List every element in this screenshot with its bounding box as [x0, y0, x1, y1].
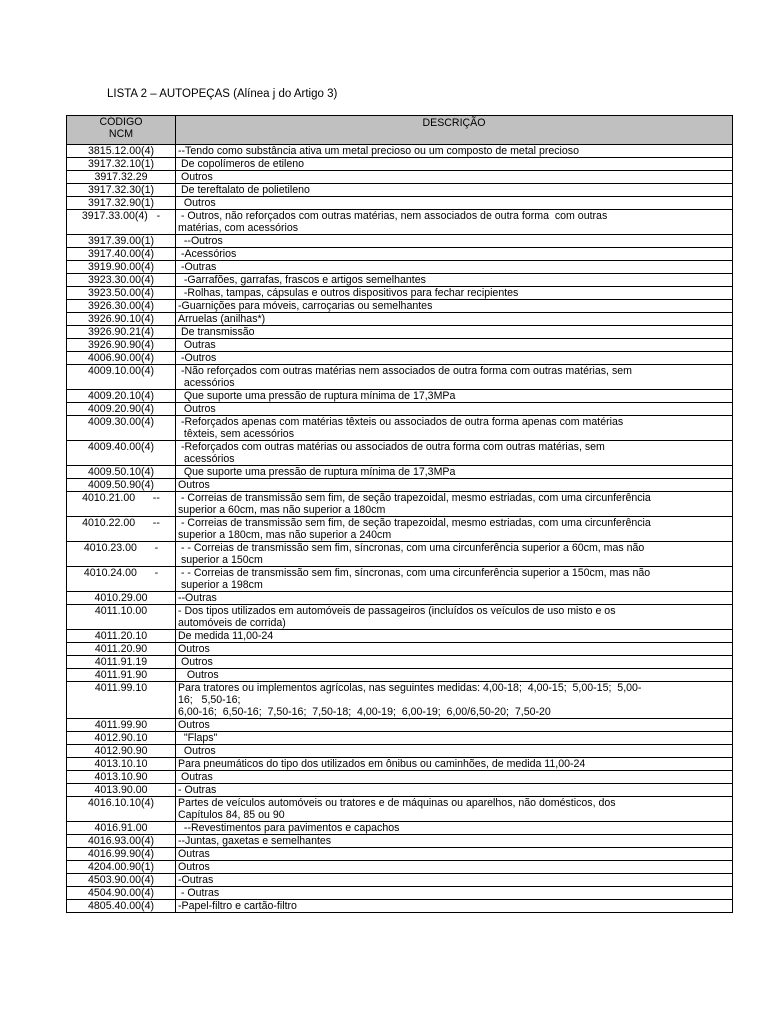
description-cell: - Dos tipos utilizados em automóveis de passageiros (incluídos os veículos de uso misto e os automóveis de corrida) — [176, 605, 733, 630]
table-row — [67, 492, 733, 517]
description-cell: -Reforçados apenas com matérias têxteis ou associados de outra forma apenas com matérias têxteis, sem acessórios — [176, 416, 733, 441]
table-row — [67, 567, 733, 592]
ncm-code-cell: 4011.99.90 — [67, 719, 176, 732]
description-cell: -Garrafões, garrafas, frascos e artigos semelhantes — [176, 274, 733, 287]
table-row — [67, 261, 733, 274]
description-cell: - Outras — [176, 887, 733, 900]
description-cell: --Tendo como substância ativa um metal precioso ou um composto de metal precioso — [176, 145, 733, 158]
table-row — [67, 861, 733, 874]
ncm-code-cell: 4012.90.90 — [67, 745, 176, 758]
table-row — [67, 339, 733, 352]
table-row — [67, 145, 733, 158]
table-row — [67, 835, 733, 848]
ncm-code-cell: 4009.20.90(4) — [67, 403, 176, 416]
description-cell: Outros — [176, 656, 733, 669]
ncm-code-cell: 3919.90.00(4) — [67, 261, 176, 274]
table-row — [67, 887, 733, 900]
table-row — [67, 643, 733, 656]
column-header-code: CÓDIGO NCM — [67, 116, 176, 145]
ncm-code-cell: 4010.29.00 — [67, 592, 176, 605]
table-row — [67, 719, 733, 732]
description-cell: --Outras — [176, 592, 733, 605]
description-cell: - - Correias de transmissão sem fim, síncronas, com uma circunferência superior a 60cm, mas não superior a 150cm — [176, 542, 733, 567]
description-cell: --Juntas, gaxetas e semelhantes — [176, 835, 733, 848]
description-cell: Que suporte uma pressão de ruptura mínima de 17,3MPa — [176, 390, 733, 403]
ncm-code-cell: 3923.30.00(4) — [67, 274, 176, 287]
table-row — [67, 732, 733, 745]
table-row — [67, 630, 733, 643]
ncm-code-cell: 4016.10.10(4) — [67, 797, 176, 822]
table-row — [67, 416, 733, 441]
description-cell: - - Correias de transmissão sem fim, síncronas, com uma circunferência superior a 150cm, mas não superior a 198cm — [176, 567, 733, 592]
description-cell: Outros — [176, 643, 733, 656]
table-row — [67, 300, 733, 313]
ncm-code-cell: 4503.90.00(4) — [67, 874, 176, 887]
table-row — [67, 158, 733, 171]
description-cell: Outros — [176, 745, 733, 758]
description-cell: De tereftalato de polietileno — [176, 184, 733, 197]
description-cell: Outras — [176, 848, 733, 861]
ncm-code-cell: 3917.32.90(1) — [67, 197, 176, 210]
table-row — [67, 542, 733, 567]
table-row — [67, 352, 733, 365]
ncm-code-cell: 4805.40.00(4) — [67, 900, 176, 913]
description-cell: -Guarnições para móveis, carroçarias ou semelhantes — [176, 300, 733, 313]
table-row — [67, 197, 733, 210]
ncm-code-cell: 3917.32.10(1) — [67, 158, 176, 171]
ncm-code-cell: 4010.23.00 - — [67, 542, 176, 567]
ncm-code-cell: 4011.10.00 — [67, 605, 176, 630]
table-row — [67, 900, 733, 913]
description-cell: Outros — [176, 669, 733, 682]
table-row — [67, 848, 733, 861]
ncm-code-cell: 3917.40.00(4) — [67, 248, 176, 261]
ncm-code-cell: 3917.32.29 — [67, 171, 176, 184]
description-cell: Outros — [176, 403, 733, 416]
table-row — [67, 822, 733, 835]
page-title: LISTA 2 – AUTOPEÇAS (Alínea j do Artigo 3) — [107, 88, 338, 100]
ncm-code-cell: 4009.30.00(4) — [67, 416, 176, 441]
table-row — [67, 797, 733, 822]
ncm-code-cell: 3917.32.30(1) — [67, 184, 176, 197]
table-row — [67, 656, 733, 669]
ncm-code-cell: 4016.99.90(4) — [67, 848, 176, 861]
ncm-code-cell: 4010.21.00 -- — [67, 492, 176, 517]
ncm-code-cell: 4504.90.00(4) — [67, 887, 176, 900]
ncm-code-cell: 4016.91.00 — [67, 822, 176, 835]
ncm-code-cell: 4011.91.19 — [67, 656, 176, 669]
description-cell: Para pneumáticos do tipo dos utilizados em ônibus ou caminhões, de medida 11,00-24 — [176, 758, 733, 771]
description-cell: - Outras — [176, 784, 733, 797]
table-row — [67, 771, 733, 784]
description-cell: -Rolhas, tampas, cápsulas e outros dispositivos para fechar recipientes — [176, 287, 733, 300]
ncm-code-cell: 4009.50.90(4) — [67, 479, 176, 492]
ncm-code-cell: 4009.50.10(4) — [67, 466, 176, 479]
ncm-code-cell: 4009.20.10(4) — [67, 390, 176, 403]
table-row — [67, 874, 733, 887]
table-row — [67, 274, 733, 287]
ncm-code-cell: 4011.99.10 — [67, 682, 176, 719]
description-cell: - Correias de transmissão sem fim, de seção trapezoidal, mesmo estriadas, com uma circunferência superior a 180cm, mas não superior a 240cm — [176, 517, 733, 542]
description-cell: Outros — [176, 861, 733, 874]
description-cell: -Outros — [176, 352, 733, 365]
description-cell: Outros — [176, 719, 733, 732]
description-cell: De medida 11,00-24 — [176, 630, 733, 643]
description-cell: Outros — [176, 479, 733, 492]
ncm-code-cell: 4013.90.00 — [67, 784, 176, 797]
ncm-code-cell: 4013.10.10 — [67, 758, 176, 771]
table-row — [67, 184, 733, 197]
table-row — [67, 365, 733, 390]
table-row — [67, 605, 733, 630]
ncm-code-cell: 4009.40.00(4) — [67, 441, 176, 466]
description-cell: - Outros, não reforçados com outras matérias, nem associados de outra forma com outras matérias, com acessórios — [176, 210, 733, 235]
description-cell: Arruelas (anilhas*) — [176, 313, 733, 326]
table-row — [67, 479, 733, 492]
column-header-description: DESCRIÇÃO — [176, 116, 733, 145]
table-row — [67, 758, 733, 771]
ncm-code-cell: 4204.00.90(1) — [67, 861, 176, 874]
description-cell: Que suporte uma pressão de ruptura mínima de 17,3MPa — [176, 466, 733, 479]
table-row — [67, 592, 733, 605]
description-cell: --Revestimentos para pavimentos e capachos — [176, 822, 733, 835]
description-cell: De copolímeros de etileno — [176, 158, 733, 171]
description-cell: --Outros — [176, 235, 733, 248]
description-cell: -Outras — [176, 874, 733, 887]
description-cell: -Acessórios — [176, 248, 733, 261]
table-row — [67, 745, 733, 758]
description-cell: Para tratores ou implementos agrícolas, nas seguintes medidas: 4,00-18; 4,00-15; 5,00-15; 5,00- 16; 5,50-16; 6,00-16; 6,50-16; 7,50-16; 7,50-18; 4,00-19; 6,00-19; 6,00/6,50-20; 7,50-20 — [176, 682, 733, 719]
table-header-row — [67, 116, 733, 145]
ncm-code-cell: 4011.91.90 — [67, 669, 176, 682]
table-row — [67, 517, 733, 542]
table-row — [67, 466, 733, 479]
ncm-table — [66, 115, 733, 913]
ncm-code-cell: 4009.10.00(4) — [67, 365, 176, 390]
table-row — [67, 248, 733, 261]
ncm-code-cell: 4010.24.00 - — [67, 567, 176, 592]
ncm-code-cell: 4010.22.00 -- — [67, 517, 176, 542]
table-row — [67, 682, 733, 719]
description-cell: -Papel-filtro e cartão-filtro — [176, 900, 733, 913]
table-row — [67, 403, 733, 416]
ncm-code-cell: 4016.93.00(4) — [67, 835, 176, 848]
ncm-code-cell: 3917.39.00(1) — [67, 235, 176, 248]
ncm-code-cell: 4013.10.90 — [67, 771, 176, 784]
table-row — [67, 210, 733, 235]
table-row — [67, 326, 733, 339]
ncm-code-cell: 4011.20.10 — [67, 630, 176, 643]
description-cell: Outros — [176, 197, 733, 210]
ncm-code-cell: 3917.33.00(4) - — [67, 210, 176, 235]
ncm-code-cell: 3926.90.21(4) — [67, 326, 176, 339]
ncm-code-cell: 3815.12.00(4) — [67, 145, 176, 158]
description-cell: - Correias de transmissão sem fim, de seção trapezoidal, mesmo estriadas, com uma circunferência superior a 60cm, mas não superior a 180cm — [176, 492, 733, 517]
ncm-code-cell: 4006.90.00(4) — [67, 352, 176, 365]
description-cell: -Reforçados com outras matérias ou associados de outra forma com outras matérias, sem acessórios — [176, 441, 733, 466]
description-cell: -Outras — [176, 261, 733, 274]
ncm-code-cell: 4012.90.10 — [67, 732, 176, 745]
ncm-code-cell: 3923.50.00(4) — [67, 287, 176, 300]
ncm-code-cell: 3926.90.10(4) — [67, 313, 176, 326]
table-row — [67, 287, 733, 300]
table-row — [67, 390, 733, 403]
description-cell: -Não reforçados com outras matérias nem associados de outra forma com outras matérias, sem acessórios — [176, 365, 733, 390]
description-cell: Outras — [176, 771, 733, 784]
description-cell: "Flaps" — [176, 732, 733, 745]
table-row — [67, 235, 733, 248]
ncm-code-cell: 4011.20.90 — [67, 643, 176, 656]
description-cell: Outros — [176, 171, 733, 184]
table-row — [67, 313, 733, 326]
ncm-code-cell: 3926.30.00(4) — [67, 300, 176, 313]
table-row — [67, 441, 733, 466]
table-row — [67, 669, 733, 682]
table-row — [67, 171, 733, 184]
table-row — [67, 784, 733, 797]
description-cell: De transmissão — [176, 326, 733, 339]
ncm-code-cell: 3926.90.90(4) — [67, 339, 176, 352]
description-cell: Partes de veículos automóveis ou tratores e de máquinas ou aparelhos, não domésticos, dos Capítulos 84, 85 ou 90 — [176, 797, 733, 822]
description-cell: Outras — [176, 339, 733, 352]
